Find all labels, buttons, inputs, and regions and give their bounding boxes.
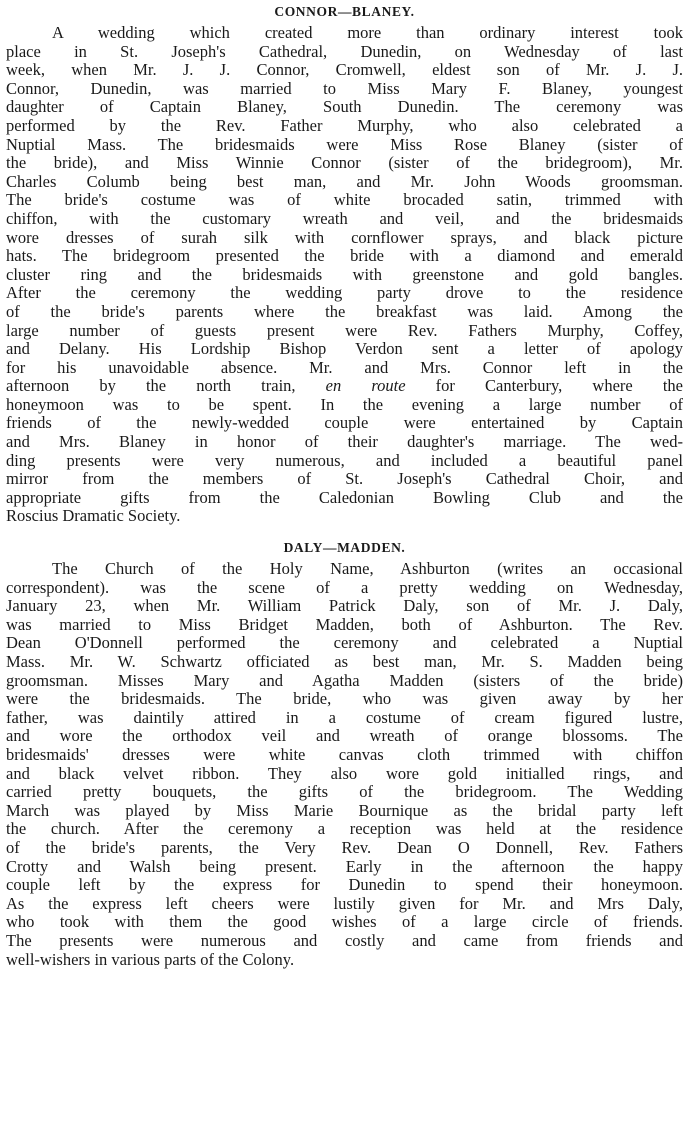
article-line: Nuptial Mass. The bridesmaids were Miss Rose Blaney (sister of [6,135,683,154]
article-line: was married to Miss Bridget Madden, both of Ashburton. The Rev. [6,615,683,634]
article-connor-blaney [6,24,683,526]
article-line-en-route [6,377,683,396]
article-line: hats. The bridegroom presented the bride with a diamond and emerald [6,247,683,266]
article-line: wore dresses of surah silk with cornflower sprays, and black picture [6,228,683,247]
article-line: of the bride's parents, the Very Rev. Dean O Donnell, Rev. Fathers [6,838,683,857]
article-daly-madden [6,560,683,969]
article-line: couple left by the express for Dunedin to spend their honeymoon. [6,876,683,895]
article-line: place in St. Joseph's Cathedral, Dunedin, on Wednesday of last [6,42,683,61]
article-line: daughter of Captain Blaney, South Dunedin. The ceremony was [6,98,683,117]
article-line: week, when Mr. J. J. Connor, Cromwell, eldest son of Mr. J. J. [6,61,683,80]
article-line: carried pretty bouquets, the gifts of the bridegroom. The Wedding [6,783,683,802]
article-line: After the ceremony the wedding party drove to the residence [6,284,683,303]
article-line: ding presents were very numerous, and included a beautiful panel [6,451,683,470]
article-line: Mass. Mr. W. Schwartz officiated as best man, Mr. S. Madden being [6,653,683,671]
article-line: mirror from the members of St. Joseph's Cathedral Choir, and [6,470,683,489]
article-line: for his unavoidable absence. Mr. and Mrs. Connor left in the [6,358,683,377]
article-line: correspondent). was the scene of a pretty wedding on Wednesday, [6,578,683,597]
article-line: of the bride's parents where the breakfast was laid. Among the [6,302,683,321]
headline-daly-madden: DALY—MADDEN. [283,540,406,556]
article-line: well-wishers in various parts of the Colony. [6,950,295,969]
article-line: bridesmaids' dresses were white canvas cloth trimmed with chiffon [6,745,683,764]
article-line: The Church of the Holy Name, Ashburton (writes an occasional [52,560,683,579]
article-line: and Delany. His Lordship Bishop Verdon sent a letter of apology [6,340,683,359]
article-line: friends of the newly-wedded couple were entertained by Captain [6,414,683,433]
article-line: who took with them the good wishes of a large circle of friends. [6,913,683,932]
article-line: Connor, Dunedin, was married to Miss Mary F. Blaney, youngest [6,79,683,98]
article-line: were the bridesmaids. The bride, who was given away by her [6,690,683,709]
en-route-italic: en route [325,377,406,396]
article-line: As the express left cheers were lustily given for Mr. and Mrs Daly, [6,894,683,913]
article-line: and Mrs. Blaney in honor of their daughter's marriage. The wed- [6,433,683,452]
article-line: and wore the orthodox veil and wreath of orange blossoms. The [6,727,683,746]
en-route-before: afternoon by the north train, en route for Canterbury, where the [6,377,683,396]
article-line: March was played by Miss Marie Bournique as the bridal party left [6,801,683,820]
article-line: The presents were numerous and costly and came from friends and [6,931,683,950]
article-line: honeymoon was to be spent. In the evening a large number of [6,395,683,414]
article-line: and black velvet ribbon. They also wore gold initialled rings, and [6,764,683,783]
article-line: the bride), and Miss Winnie Connor (sister of the bridegroom), Mr. [6,154,683,173]
article-line: Dean O'Donnell performed the ceremony and celebrated a Nuptial [6,634,683,653]
article-line: performed by the Rev. Father Murphy, who also celebrated a [6,116,683,135]
article-line: A wedding which created more than ordinary interest took [52,24,683,42]
article-line: groomsman. Misses Mary and Agatha Madden (sisters of the bride) [6,671,683,690]
article-line: The bride's costume was of white brocaded satin, trimmed with [6,191,683,210]
article-line: the church. After the ceremony a reception was held at the residence [6,820,683,839]
headline-connor-blaney: CONNOR—BLANEY. [274,4,415,19]
article-line: cluster ring and the bridesmaids with greenstone and gold bangles. [6,265,683,284]
article-line: appropriate gifts from the Caledonian Bowling Club and the [6,488,683,507]
article-line: chiffon, with the customary wreath and veil, and the bridesmaids [6,209,683,228]
article-line: Charles Columb being best man, and Mr. John Woods groomsman. [6,172,683,191]
article-line: Crotty and Walsh being present. Early in the afternoon the happy [6,857,683,876]
article-line: large number of guests present were Rev. Fathers Murphy, Coffey, [6,321,683,340]
article-line: father, was daintily attired in a costume of cream figured lustre, [6,708,683,727]
article-line: Roscius Dramatic Society. [6,507,181,526]
article-line: January 23, when Mr. William Patrick Daly, son of Mr. J. Daly, [6,597,683,616]
